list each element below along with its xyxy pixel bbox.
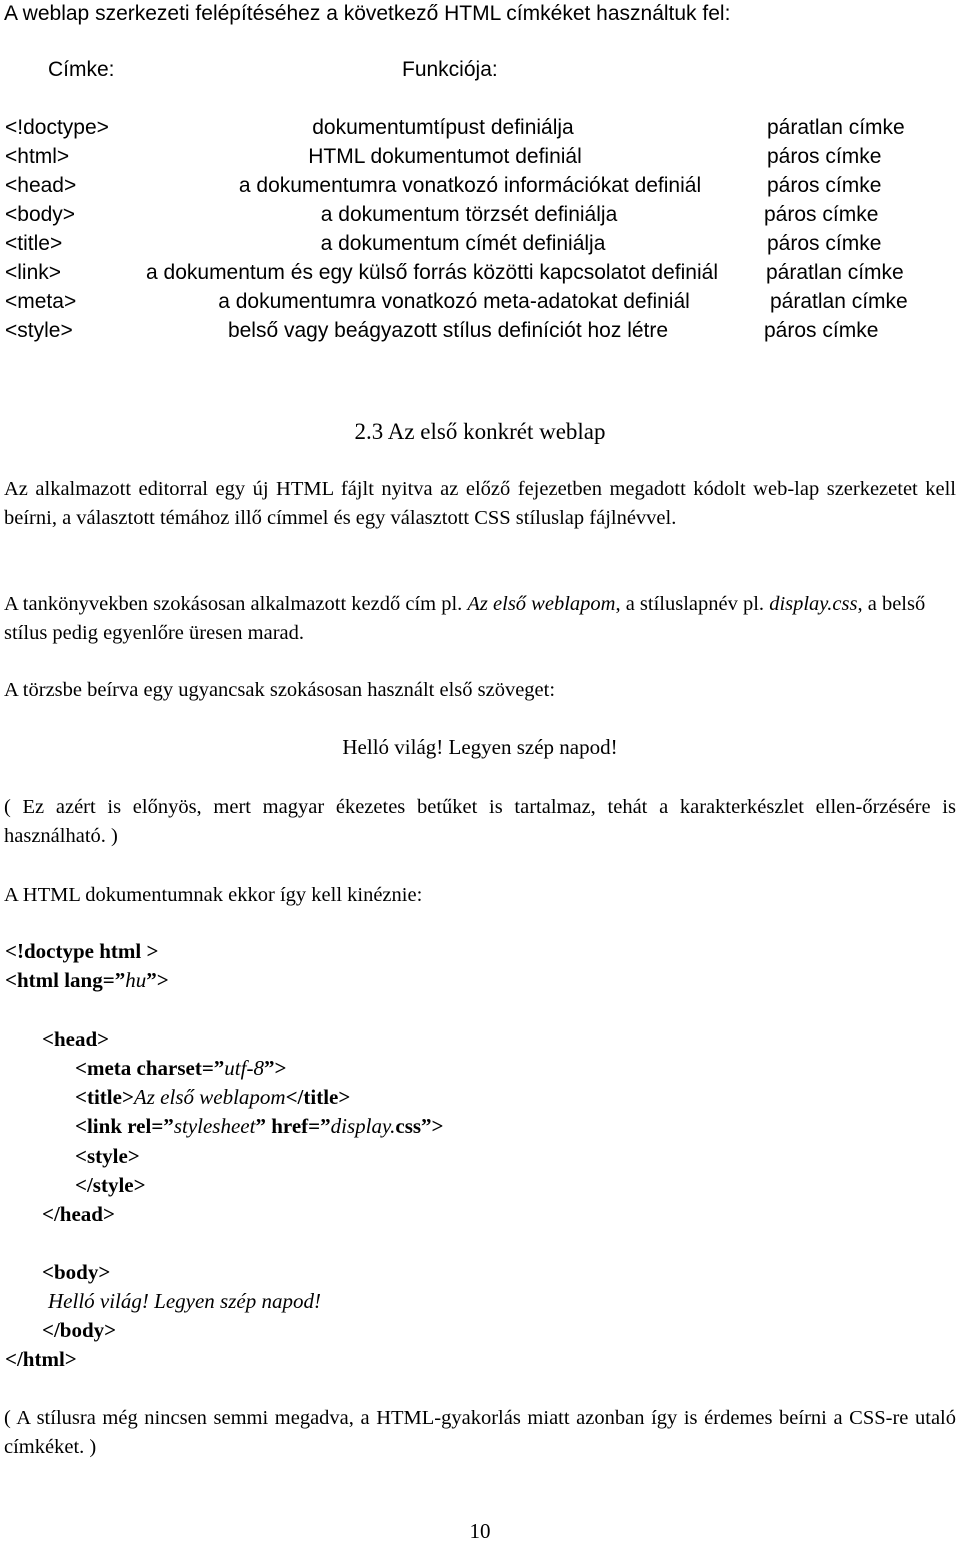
table-header-tag: Címke: bbox=[48, 58, 115, 81]
code-line: <title>Az első weblapom</title> bbox=[75, 1085, 351, 1109]
code-line: <meta charset=”utf-8”> bbox=[75, 1056, 287, 1080]
example-filename: display.css bbox=[769, 593, 858, 615]
table-row-kind: páros címke bbox=[767, 232, 882, 255]
example-title: Az első weblapom bbox=[467, 593, 616, 615]
table-header-function: Funkciója: bbox=[402, 58, 498, 81]
paragraph-text: , a stíluslapnév pl. bbox=[615, 593, 770, 615]
table-row-tag: <!doctype> bbox=[5, 116, 109, 139]
paragraph: ( Ez azért is előnyös, mert magyar ékezetes betűket is tartalmaz, tehát a karakterkészlet ellen-őrzésére is használható. ) bbox=[4, 796, 956, 847]
code-line: <html lang=”hu”> bbox=[5, 968, 169, 992]
table-row-tag: <link> bbox=[5, 261, 62, 284]
table-row-function: belső vagy beágyazott stílus definíciót hoz létre bbox=[227, 319, 669, 342]
table-row-kind: páros címke bbox=[764, 319, 879, 342]
table-row-function: a dokumentum címét definiálja bbox=[320, 232, 606, 255]
paragraph bbox=[4, 590, 956, 648]
code-line: <body> bbox=[42, 1260, 111, 1284]
greeting-text: Helló világ! Legyen szép napod! bbox=[342, 735, 618, 759]
code-line: </body> bbox=[42, 1318, 117, 1342]
table-row-function: a dokumentumra vonatkozó meta-adatokat definiál bbox=[218, 290, 690, 313]
table-row-kind: páratlan címke bbox=[766, 261, 904, 284]
paragraph: ( A stílusra még nincsen semmi megadva, a HTML-gyakorlás miatt azonban így is érdemes beírni a CSS-re utaló címkéket. ) bbox=[4, 1407, 956, 1458]
code-line: <style> bbox=[75, 1144, 140, 1168]
code-line: </head> bbox=[42, 1202, 115, 1226]
code-line: </style> bbox=[75, 1173, 146, 1197]
section-heading: 2.3 Az első konkrét weblap bbox=[354, 419, 606, 444]
page-number: 10 bbox=[469, 1519, 491, 1543]
table-row-function: a dokumentum és egy külső forrás közötti kapcsolatot definiál bbox=[146, 261, 718, 284]
paragraph-text: A tankönyvekben szokásosan alkalmazott kezdő cím pl. bbox=[4, 593, 468, 615]
table-row-function: HTML dokumentumot definiál bbox=[308, 145, 582, 168]
table-row-tag: <title> bbox=[5, 232, 63, 255]
code-line: <!doctype html > bbox=[5, 939, 159, 963]
table-row-kind: páros címke bbox=[767, 174, 882, 197]
paragraph: A HTML dokumentumnak ekkor így kell kinéznie: bbox=[4, 884, 423, 906]
table-row-tag: <body> bbox=[5, 203, 76, 226]
intro-text: A weblap szerkezeti felépítéséhez a következő HTML címkéket használtuk fel: bbox=[4, 2, 731, 25]
table-row-tag: <html> bbox=[5, 145, 70, 168]
paragraph: Az alkalmazott editorral egy új HTML fájlt nyitva az előző fejezetben megadott kódolt web-lap szerkezetet kell beírni, a választott témához illő címmel és egy választott CSS stíluslap fájlnévvel. bbox=[4, 478, 956, 529]
paragraph: A törzsbe beírva egy ugyancsak szokásosan használt első szöveget: bbox=[4, 679, 556, 701]
table-row-kind: páratlan címke bbox=[770, 290, 908, 313]
table-row-tag: <style> bbox=[5, 319, 73, 342]
table-row-kind: páros címke bbox=[764, 203, 879, 226]
table-row-function: dokumentumtípust definiálja bbox=[312, 116, 574, 139]
table-row-kind: páratlan címke bbox=[767, 116, 905, 139]
code-line: Helló világ! Legyen szép napod! bbox=[48, 1289, 321, 1313]
table-row-kind: páros címke bbox=[767, 145, 882, 168]
paragraph-text: , a belső stílus pedig egyenlőre üresen marad. bbox=[4, 593, 926, 644]
table-row-tag: <head> bbox=[5, 174, 77, 197]
table-row-function: a dokumentumra vonatkozó információkat definiál bbox=[238, 174, 702, 197]
code-line: <head> bbox=[42, 1027, 110, 1051]
table-row-function: a dokumentum törzsét definiálja bbox=[320, 203, 618, 226]
code-line: <link rel=”stylesheet” href=”display.css”> bbox=[75, 1114, 444, 1138]
table-row-tag: <meta> bbox=[5, 290, 77, 313]
code-line: </html> bbox=[5, 1347, 77, 1371]
